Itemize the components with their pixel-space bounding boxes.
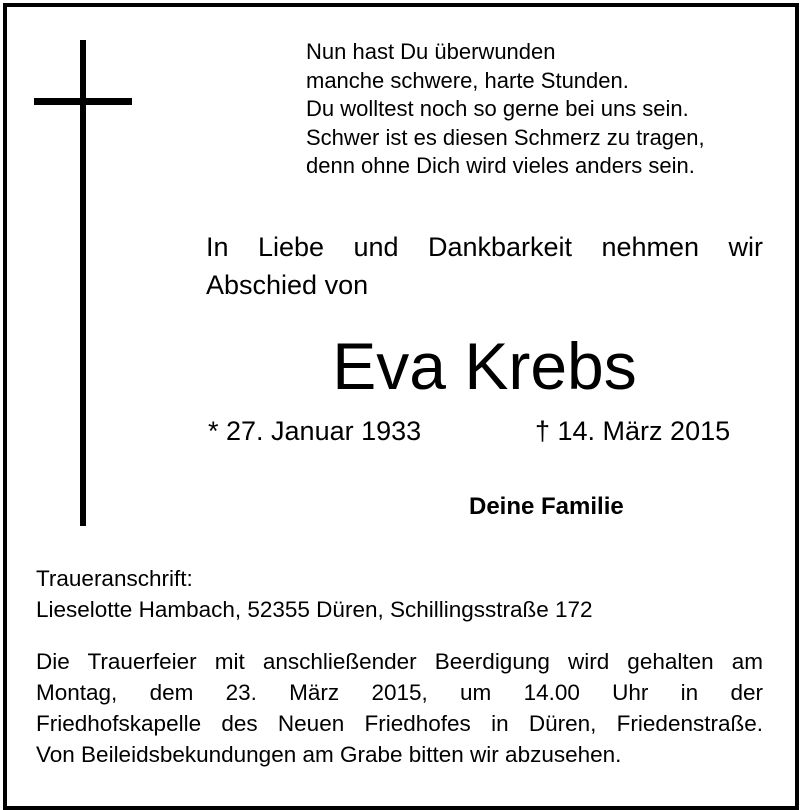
notice-line: Montag, dem 23. März 2015, um 14.00 Uhr in der — [36, 680, 763, 705]
farewell-intro — [206, 228, 763, 304]
intro-line-1: In Liebe und Dankbarkeit nehmen wir — [206, 232, 763, 262]
deceased-name: Eva Krebs — [332, 329, 637, 403]
address-label: Traueranschrift: — [36, 566, 193, 591]
death-date: † 14. März 2015 — [535, 416, 731, 446]
poem-line: Nun hast Du überwunden — [306, 39, 556, 64]
cross-vertical-bar — [80, 40, 86, 526]
poem-line: Schwer ist es diesen Schmerz zu tragen, — [306, 124, 705, 150]
birth-date: * 27. Januar 1933 — [208, 416, 422, 446]
address-line: Lieselotte Hambach, 52355 Düren, Schillingsstraße 172 — [36, 597, 593, 622]
notice-line: Die Trauerfeier mit anschließender Beerdigung wird gehalten am — [36, 649, 763, 674]
notice-line: Von Beileidsbekundungen am Grabe bitten wir abzusehen. — [36, 742, 622, 767]
signature: Deine Familie — [469, 493, 624, 520]
funeral-notice — [36, 646, 763, 770]
intro-line-2: Abschied von — [206, 270, 369, 300]
mourning-address — [36, 563, 593, 625]
poem-line: Du wolltest noch so gerne bei uns sein. — [306, 96, 689, 121]
poem-line: denn ohne Dich wird vieles anders sein. — [306, 153, 695, 178]
cross-horizontal-bar — [34, 98, 132, 105]
poem-line: manche schwere, harte Stunden. — [306, 67, 629, 93]
notice-line: Friedhofskapelle des Neuen Friedhofes in Düren, Friedenstraße. — [36, 711, 763, 736]
poem — [306, 38, 705, 181]
